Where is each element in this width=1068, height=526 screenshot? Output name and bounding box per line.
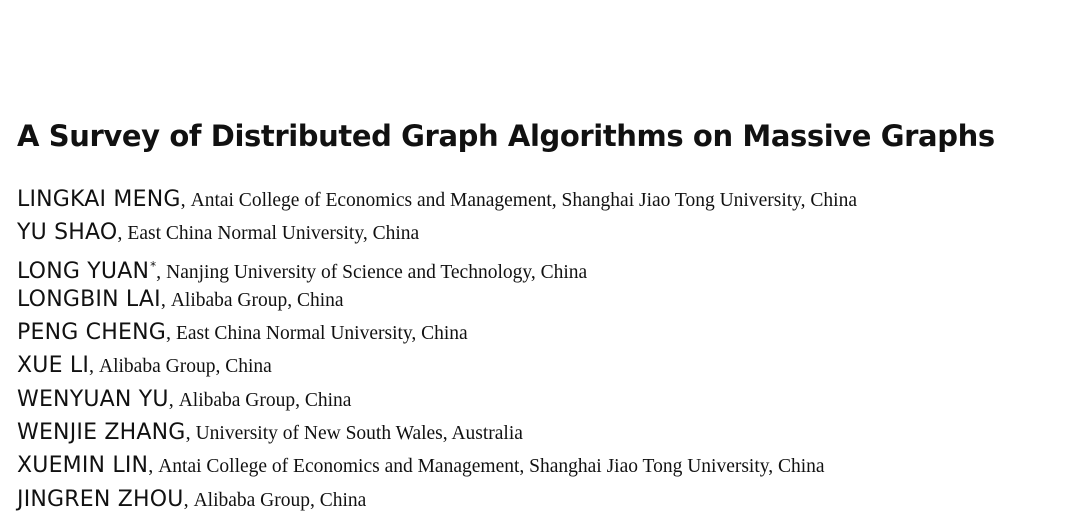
author-name: WENJIE ZHANG [17,420,186,446]
author-affiliation: University of New South Wales, Australia [195,423,523,445]
author-name: XUE LI [17,353,90,379]
author-affiliation: Alibaba Group, China [193,489,367,511]
author-entry [17,316,857,349]
author-affiliation: East China Normal University, China [127,223,420,245]
author-affiliation: Alibaba Group, China [170,289,344,311]
author-separator: , [183,488,189,511]
author-entry [17,383,857,416]
author-entry [17,416,857,449]
author-entry [17,483,857,516]
author-separator: , [148,455,154,478]
author-name: LONGBIN LAI [17,286,161,312]
author-name: WENYUAN YU [17,386,169,412]
author-separator: , [156,260,162,283]
author-entry [17,349,857,382]
author-name: JINGREN ZHOU [17,486,184,512]
author-entry [17,449,857,482]
author-list [17,183,857,516]
author-separator: , [165,322,171,345]
author-affiliation: Alibaba Group, China [99,356,272,378]
author-name: PENG CHENG [17,320,166,346]
author-name: XUEMIN LIN [17,453,149,479]
author-separator: , [160,288,166,311]
author-name: LONG YUAN [17,258,150,284]
author-affiliation: East China Normal University, China [175,323,468,345]
paper-title: A Survey of Distributed Graph Algorithms on Massive Graphs [17,119,995,153]
author-separator: , [185,422,191,445]
author-separator: , [168,388,174,411]
corresponding-author-mark: * [150,258,157,273]
author-separator: , [89,355,95,378]
author-entry [17,216,857,249]
author-affiliation: Antai College of Economics and Management, Shanghai Jiao Tong University, China [190,190,857,211]
author-entry [17,183,857,216]
author-separator: , [180,189,186,211]
author-name: YU SHAO [17,220,118,246]
author-separator: , [117,222,123,245]
author-affiliation: Alibaba Group, China [178,389,352,411]
author-entry [17,283,857,316]
paper-page [17,0,1057,526]
author-entry [17,250,857,283]
author-affiliation: Antai College of Economics and Management, Shanghai Jiao Tong University, China [158,456,825,478]
author-name: LINGKAI MENG [17,187,181,212]
author-affiliation: Nanjing University of Science and Technology, China [166,261,588,283]
